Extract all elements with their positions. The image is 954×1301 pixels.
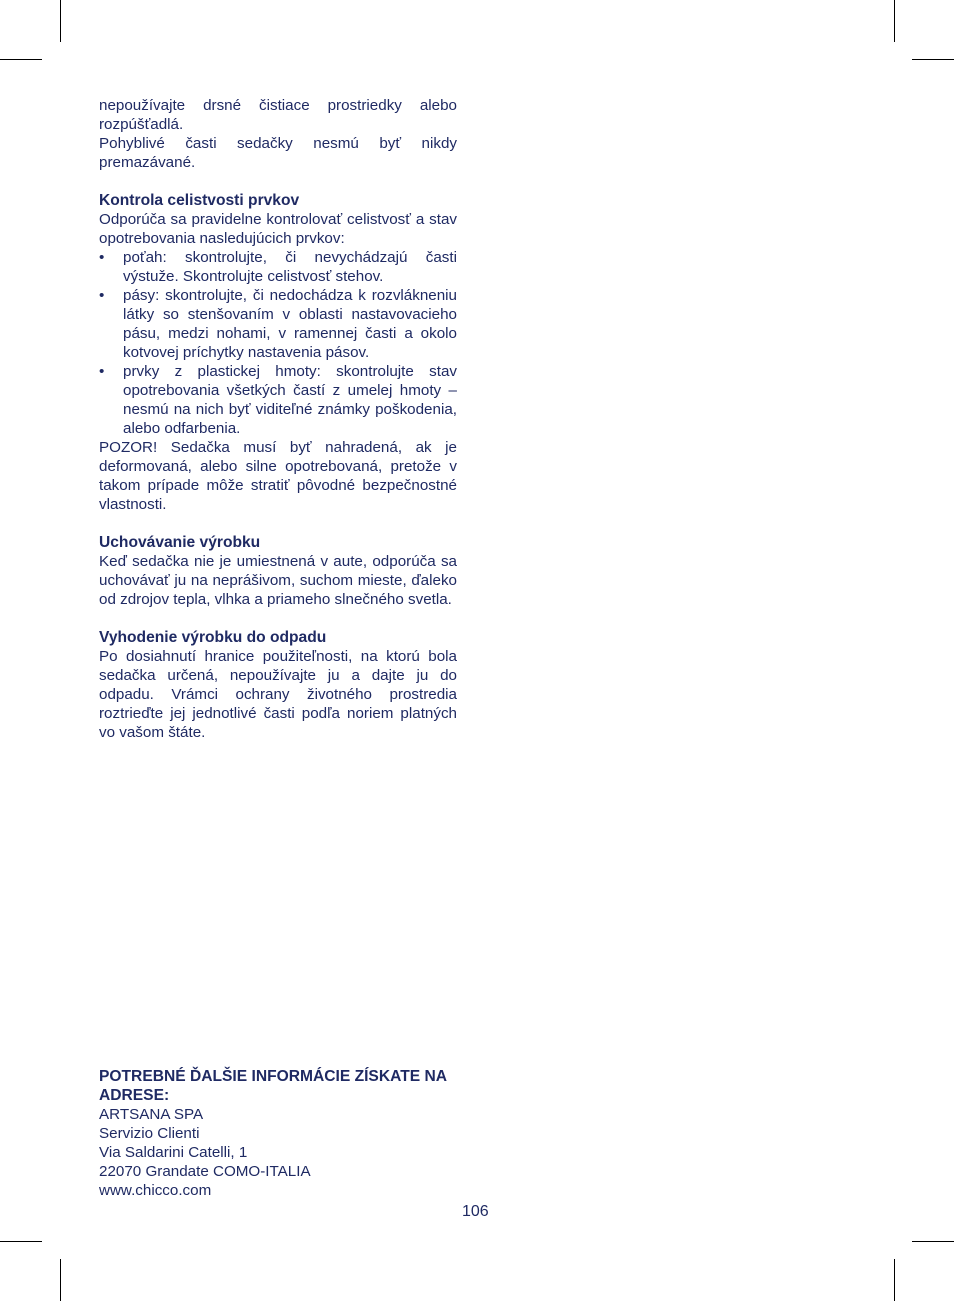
contact-line: 22070 Grandate COMO-ITALIA (99, 1163, 311, 1180)
contact-title: POTREBNÉ ĎALŠIE INFORMÁCIE ZÍSKATE NA ADRESE: (99, 1068, 447, 1104)
crop-mark (912, 1241, 954, 1242)
list-item: • pásy: skontrolujte, či nedochádza k rozvlákneniu látky so stenšovaním v oblasti nastavovacieho pásu, medzi nohami, v ramennej časti a okolo kotvovej príchytky nastavenia pásov. (99, 286, 457, 362)
crop-mark (894, 0, 895, 42)
list-item: • poťah: skontrolujte, či nevychádzajú časti výstuže. Skontrolujte celistvosť stehov. (99, 248, 457, 286)
section-title-integrity: Kontrola celistvosti prvkov (99, 192, 300, 209)
page-number: 106 (462, 1203, 489, 1220)
disposal-paragraph: Po dosiahnutí hranice použiteľnosti, na ktorú bola sedačka určená, nepoužívajte ju a dajte ju do odpadu. Vrámci ochrany životného prostredia roztrieďte jej jednotlivé časti podľa noriem platných vo vašom štáte. (99, 648, 457, 741)
contact-line: ARTSANA SPA (99, 1106, 204, 1123)
integrity-lead: Odporúča sa pravidelne kontrolovať celistvosť a stav opotrebovania nasledujúcich prvkov: (99, 211, 457, 247)
warning-paragraph: POZOR! Sedačka musí byť nahradená, ak je deformovaná, alebo silne opotrebovaná, pretože v takom prípade môže stratiť pôvodné bezpečnostné vlastnosti. (99, 439, 457, 513)
integrity-list (99, 248, 457, 438)
crop-mark (0, 59, 42, 60)
intro-paragraph: Pohyblivé časti sedačky nesmú byť nikdy premazávané. (99, 135, 457, 171)
contact-website-link[interactable]: www.chicco.com (99, 1182, 212, 1199)
section-title-storage: Uchovávanie výrobku (99, 534, 261, 551)
crop-mark (60, 0, 61, 42)
contact-block (99, 1067, 479, 1200)
contact-line: Servizio Clienti (99, 1125, 200, 1142)
crop-mark (894, 1259, 895, 1301)
contact-line: Via Saldarini Catelli, 1 (99, 1144, 248, 1161)
section-title-disposal: Vyhodenie výrobku do odpadu (99, 629, 327, 646)
crop-mark (912, 59, 954, 60)
crop-mark (60, 1259, 61, 1301)
list-item: • prvky z plastickej hmoty: skontrolujte stav opotrebovania všetkých častí z umelej hmoty – nesmú na nich byť viditeľné známky poškodenia, alebo odfarbenia. (99, 362, 457, 438)
crop-mark (0, 1241, 42, 1242)
text-column (99, 96, 457, 742)
storage-paragraph: Keď sedačka nie je umiestnená v aute, odporúča sa uchovávať ju na neprášivom, suchom mieste, ďaleko od zdrojov tepla, vlhka a priameho slnečného svetla. (99, 553, 457, 608)
intro-paragraph: nepoužívajte drsné čistiace prostriedky alebo rozpúšťadlá. (99, 97, 457, 133)
